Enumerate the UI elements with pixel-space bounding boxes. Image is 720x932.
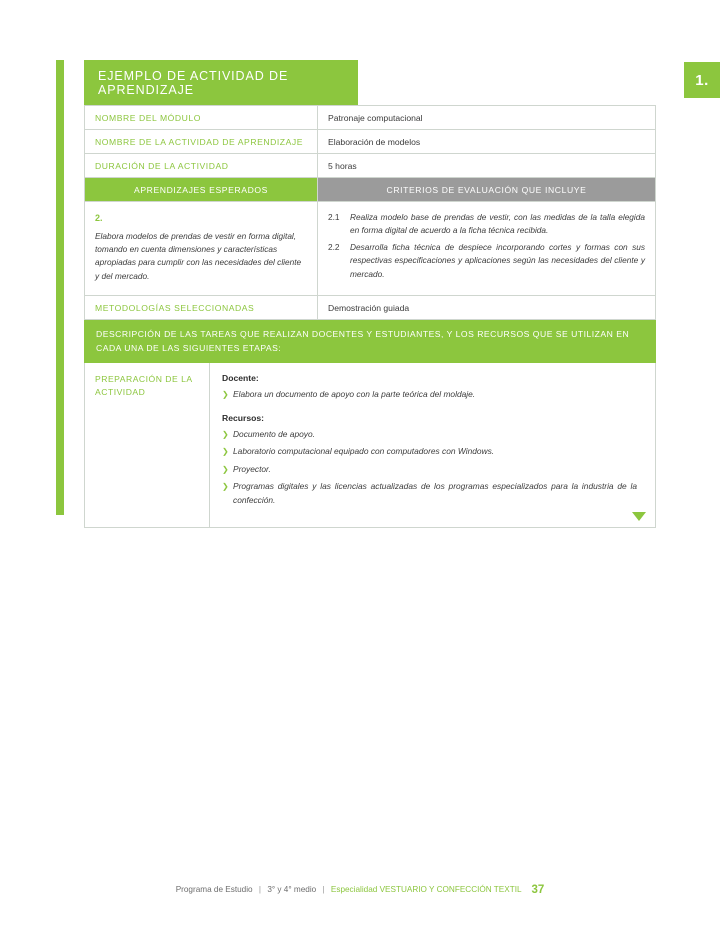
table-row bbox=[85, 202, 656, 296]
footer-level: 3° y 4° medio bbox=[267, 885, 317, 894]
table-header-row bbox=[85, 178, 656, 202]
footer-page-number: 37 bbox=[531, 884, 545, 896]
list-item bbox=[222, 428, 641, 442]
activity-duration-value: 5 horas bbox=[318, 154, 656, 178]
list-item bbox=[222, 388, 641, 402]
list-item-text: Proyector. bbox=[233, 463, 271, 474]
footer-specialty: Especialidad VESTUARIO Y CONFECCIÓN TEXTIL bbox=[330, 885, 522, 894]
recursos-heading: Recursos: bbox=[222, 412, 265, 423]
table-row bbox=[85, 130, 656, 154]
page-title: EJEMPLO DE ACTIVIDAD DE APRENDIZAJE bbox=[84, 60, 358, 105]
learning-outcome-text: Elabora modelos de prendas de vestir en forma digital, tomando en cuenta dimensiones y características apropiadas para cumplir con las necesidades del cliente y del mercado. bbox=[95, 230, 302, 281]
list-item bbox=[222, 445, 641, 459]
table-row bbox=[85, 296, 656, 320]
list-item-text: Programas digitales y las licencias actualizadas de los programas especializados para la industria de la confección. bbox=[233, 481, 637, 505]
criterion-item bbox=[328, 211, 645, 238]
activity-name-value: Elaboración de modelos bbox=[318, 130, 656, 154]
methodology-label: METODOLOGÍAS SELECCIONADAS bbox=[85, 296, 318, 320]
stage-content bbox=[210, 363, 656, 527]
footer-program: Programa de Estudio bbox=[175, 885, 253, 894]
criterion-text: Realiza modelo base de prendas de vestir, con las medidas de la talla elegida en forma digital de acuerdo a la ficha técnica recibida. bbox=[350, 212, 645, 236]
page-footer bbox=[0, 884, 720, 896]
criterion-number: 2.2 bbox=[328, 241, 340, 252]
activity-duration-label: DURACIÓN DE LA ACTIVIDAD bbox=[85, 154, 318, 178]
list-item-text: Elabora un documento de apoyo con la parte teórica del moldaje. bbox=[233, 388, 476, 399]
methodology-value: Demostración guiada bbox=[318, 296, 656, 320]
criterion-number: 2.1 bbox=[328, 212, 340, 222]
learning-outcomes-header: APRENDIZAJES ESPERADOS bbox=[85, 178, 318, 202]
chevron-right-icon: ❯ bbox=[222, 464, 229, 474]
module-name-value: Patronaje computacional bbox=[318, 106, 656, 130]
list-item bbox=[222, 463, 641, 477]
learning-outcome-cell bbox=[85, 202, 318, 296]
description-banner: DESCRIPCIÓN DE LAS TAREAS QUE REALIZAN DOCENTES Y ESTUDIANTES, Y LOS RECURSOS QUE SE UTILIZAN EN CADA UNA DE LAS SIGUIENTES ETAPAS: bbox=[84, 320, 656, 363]
table-row bbox=[85, 106, 656, 130]
evaluation-criteria-cell bbox=[318, 202, 656, 296]
criterion-text: Desarrolla ficha técnica de despiece incorporando cortes y formas con sus respectivas especificaciones y aplicaciones según las necesidades del cliente y mercado. bbox=[350, 241, 645, 279]
stage-label: PREPARACIÓN DE LA ACTIVIDAD bbox=[85, 363, 210, 527]
activity-info-table bbox=[84, 105, 656, 320]
activity-name-label: NOMBRE DE LA ACTIVIDAD DE APRENDIZAJE bbox=[85, 130, 318, 154]
chapter-number: 1. bbox=[695, 71, 709, 89]
chevron-right-icon: ❯ bbox=[222, 482, 229, 492]
chevron-right-icon: ❯ bbox=[222, 389, 229, 399]
chapter-number-tab bbox=[684, 62, 720, 98]
table-row bbox=[85, 154, 656, 178]
left-accent-bar bbox=[56, 60, 64, 515]
activity-sheet bbox=[84, 60, 656, 528]
chevron-right-icon: ❯ bbox=[222, 429, 229, 439]
learning-outcome-number: 2. bbox=[95, 213, 103, 223]
list-item-text: Laboratorio computacional equipado con computadores con Windows. bbox=[233, 446, 495, 457]
criterion-item bbox=[328, 241, 645, 281]
table-row bbox=[85, 363, 656, 527]
list-item-text: Documento de apoyo. bbox=[233, 428, 315, 439]
evaluation-criteria-header: CRITERIOS DE EVALUACIÓN QUE INCLUYE bbox=[318, 178, 656, 202]
chevron-right-icon: ❯ bbox=[222, 447, 229, 457]
docente-heading: Docente: bbox=[222, 372, 259, 383]
footer-separator: | bbox=[322, 885, 325, 894]
list-item bbox=[222, 480, 641, 507]
continue-arrow-icon bbox=[632, 512, 646, 521]
footer-separator: | bbox=[258, 885, 262, 894]
stage-table bbox=[84, 363, 656, 528]
module-name-label: NOMBRE DEL MÓDULO bbox=[85, 106, 318, 130]
